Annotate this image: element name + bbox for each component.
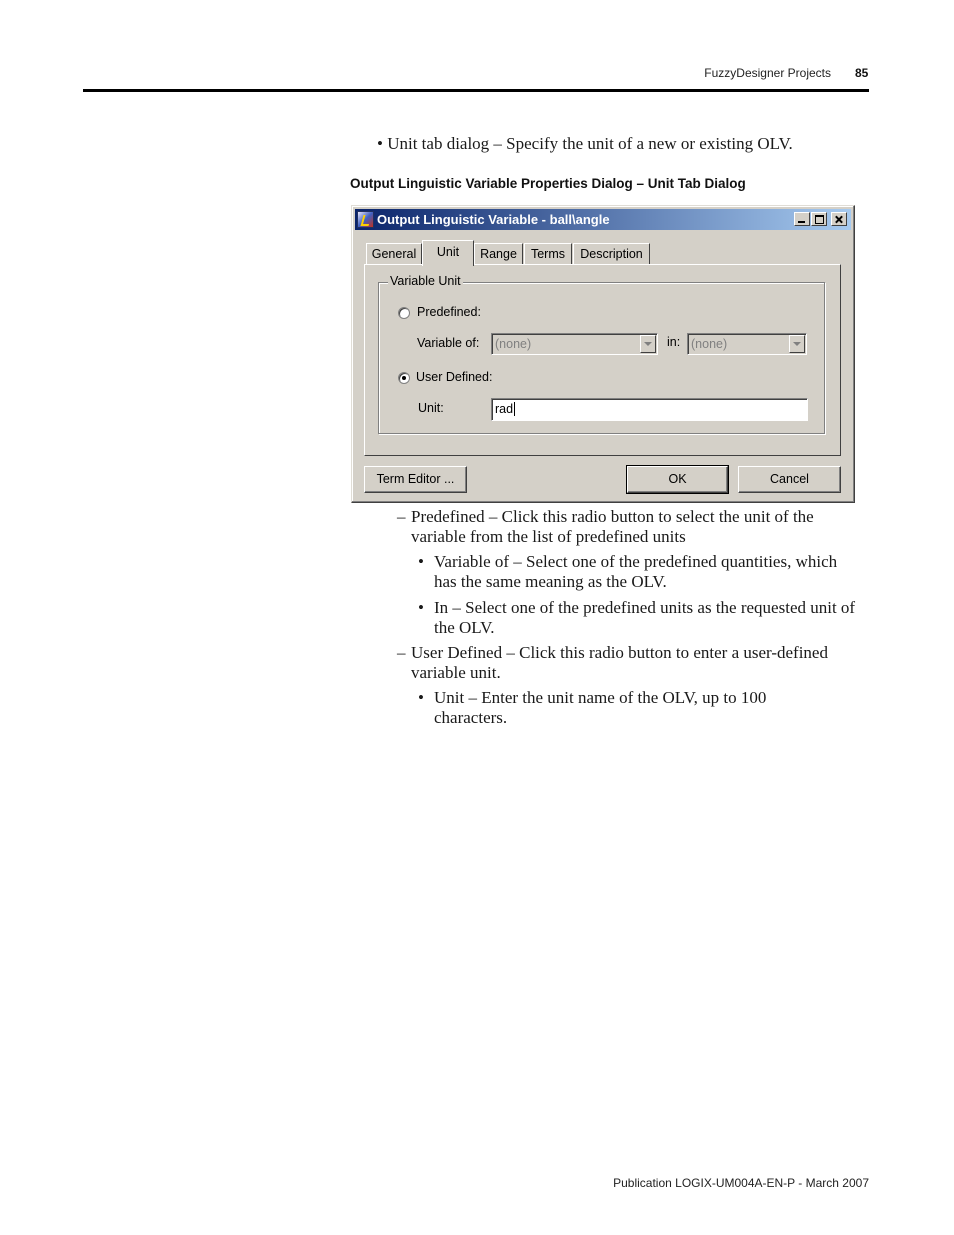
output-linguistic-variable-dialog (351, 205, 855, 503)
bullet-marker: • (377, 134, 383, 153)
variable-of-description: Variable of – Select one of the predefined quantities, which has the same meaning as the OLV. (434, 552, 838, 591)
tab-description[interactable]: Description (573, 243, 650, 264)
predefined-description-item (397, 507, 867, 547)
bullet-marker: • (418, 552, 424, 571)
dialog-title-bar (355, 209, 851, 230)
variable-of-dropdown[interactable] (491, 333, 658, 355)
unit-tab-panel (364, 264, 841, 456)
variable-of-value: (none) (495, 337, 532, 351)
variable-unit-group (378, 274, 825, 434)
unit-description: Unit – Enter the unit name of the OLV, up to 100 characters. (434, 688, 767, 727)
variable-of-label: Variable of: (417, 336, 480, 350)
unit-input-value: rad (495, 402, 514, 416)
maximize-button[interactable] (811, 212, 827, 226)
intro-bullet-item (377, 134, 793, 154)
publication-footer: Publication LOGIX-UM004A-EN-P - March 2007 (613, 1176, 869, 1190)
tab-terms[interactable]: Terms (524, 243, 572, 264)
dash-marker: – (397, 643, 406, 662)
figure-caption: Output Linguistic Variable Properties Dialog – Unit Tab Dialog (350, 176, 746, 191)
dialog-title: Output Linguistic Variable - ball\angle (377, 212, 610, 227)
bullet-marker: • (418, 688, 424, 707)
bullet-marker: • (418, 598, 424, 617)
in-unit-dropdown[interactable] (687, 333, 807, 355)
variable-of-description-item (418, 552, 838, 592)
tab-range[interactable]: Range (474, 243, 523, 264)
variable-unit-group-title: Variable Unit (390, 274, 461, 288)
minimize-button[interactable] (794, 212, 810, 226)
in-description-item (418, 598, 858, 638)
in-description: In – Select one of the predefined units as the requested unit of the OLV. (434, 598, 856, 637)
running-header-section: FuzzyDesigner Projects (704, 66, 831, 80)
user-defined-description: User Defined – Click this radio button to enter a user-defined variable unit. (411, 643, 828, 682)
page-number: 85 (855, 66, 869, 80)
predefined-radio[interactable] (398, 307, 410, 319)
ok-button[interactable]: OK (627, 466, 728, 493)
chevron-down-icon[interactable] (640, 335, 656, 353)
user-defined-radio[interactable] (398, 372, 410, 384)
unit-description-item (418, 688, 818, 728)
in-label: in: (667, 335, 681, 349)
intro-text: Unit tab dialog – Specify the unit of a new or existing OLV. (387, 134, 793, 153)
tab-unit[interactable]: Unit (422, 240, 474, 266)
unit-input[interactable] (491, 398, 808, 421)
header-rule (83, 89, 869, 92)
close-button[interactable] (831, 212, 847, 226)
dash-marker: – (397, 507, 406, 526)
unit-label: Unit: (418, 401, 444, 415)
cancel-button[interactable]: Cancel (738, 466, 841, 493)
tab-general[interactable]: General (366, 243, 422, 264)
user-defined-description-item (397, 643, 872, 683)
in-unit-value: (none) (691, 337, 728, 351)
predefined-label: Predefined: (417, 305, 481, 319)
term-editor-button[interactable]: Term Editor ... (364, 466, 467, 493)
predefined-description: Predefined – Click this radio button to select the unit of the variable from the list of predefined units (411, 507, 814, 546)
chevron-down-icon[interactable] (789, 335, 805, 353)
user-defined-label: User Defined: (416, 370, 493, 384)
fuzzydesigner-app-icon (357, 211, 374, 228)
